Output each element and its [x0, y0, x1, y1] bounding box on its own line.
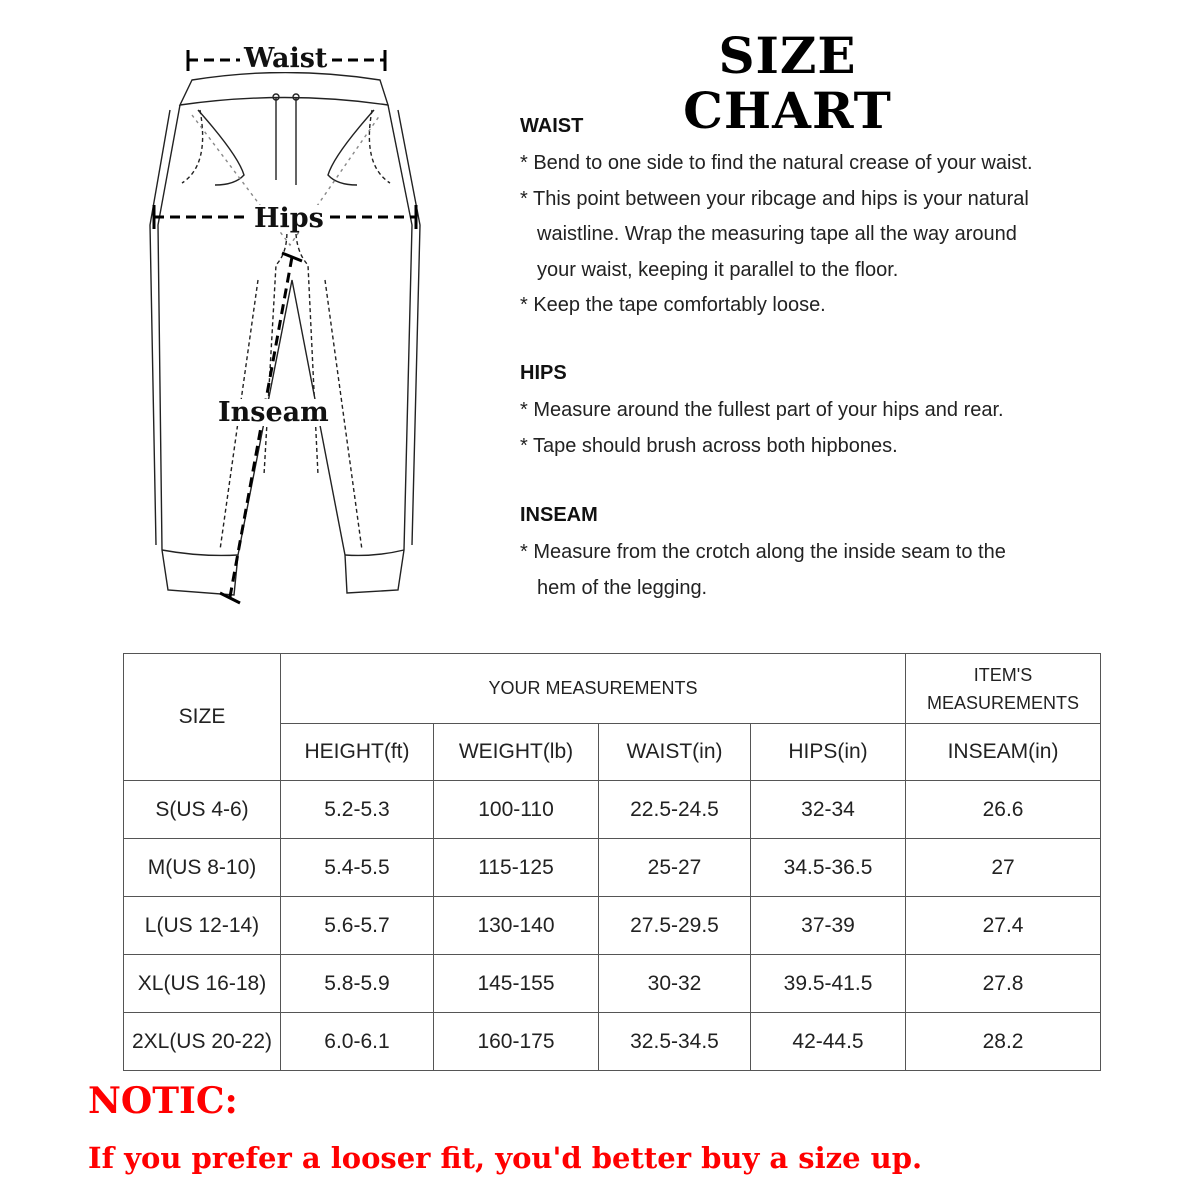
notice-title: NOTIC: [88, 1080, 238, 1122]
size-table [123, 653, 1101, 1071]
table-row [124, 781, 1101, 839]
table-header-row [124, 654, 1101, 724]
column-header: HEIGHT(ft) [281, 724, 434, 781]
size-cell: XL(US 16-18) [124, 955, 281, 1013]
inseam-heading: INSEAM [520, 504, 598, 526]
inseam-line: * Measure from the crotch along the inside seam to the [520, 541, 1006, 563]
waist-line: * This point between your ribcage and hips is your natural [520, 187, 1029, 210]
hips-line: * Tape should brush across both hipbones. [520, 434, 898, 457]
weight-cell: 130-140 [434, 897, 599, 955]
inseam-cell: 28.2 [906, 1013, 1101, 1071]
inseam-cell: 27.8 [906, 955, 1101, 1013]
inseam-cell: 27.4 [906, 897, 1101, 955]
inseam-cell: 26.6 [906, 781, 1101, 839]
inseam-cell: 27 [906, 839, 1101, 897]
hips-cell: 32-34 [751, 781, 906, 839]
items-measurements-line: MEASUREMENTS [927, 692, 1080, 713]
column-header: HIPS(in) [751, 724, 906, 781]
hips-cell: 34.5-36.5 [751, 839, 906, 897]
hips-label: Hips [250, 205, 328, 232]
table-row [124, 897, 1101, 955]
waist-cell: 22.5-24.5 [599, 781, 751, 839]
waist-line: your waist, keeping it parallel to the floor. [537, 258, 899, 281]
hips-cell: 39.5-41.5 [751, 955, 906, 1013]
height-cell: 5.6-5.7 [281, 897, 434, 955]
table-row [124, 955, 1101, 1013]
hips-cell: 42-44.5 [751, 1013, 906, 1071]
table-row [124, 1013, 1101, 1071]
height-cell: 5.8-5.9 [281, 955, 434, 1013]
size-cell: L(US 12-14) [124, 897, 281, 955]
waist-line: * Bend to one side to find the natural crease of your waist. [520, 152, 1033, 174]
size-cell: S(US 4-6) [124, 781, 281, 839]
waist-cell: 27.5-29.5 [599, 897, 751, 955]
waist-heading: WAIST [520, 115, 584, 137]
size-cell: 2XL(US 20-22) [124, 1013, 281, 1071]
height-cell: 6.0-6.1 [281, 1013, 434, 1071]
weight-cell: 100-110 [434, 781, 599, 839]
weight-cell: 160-175 [434, 1013, 599, 1071]
waist-cell: 32.5-34.5 [599, 1013, 751, 1071]
waist-line: waistline. Wrap the measuring tape all the way around [537, 223, 1017, 245]
pants-diagram [140, 35, 440, 620]
waist-cell: 30-32 [599, 955, 751, 1013]
waist-cell: 25-27 [599, 839, 751, 897]
pants-illustration [140, 35, 440, 620]
size-header: SIZE [124, 654, 281, 781]
column-header: INSEAM(in) [906, 724, 1101, 781]
waist-instructions [520, 114, 1080, 324]
column-header: WAIST(in) [599, 724, 751, 781]
column-header: WEIGHT(lb) [434, 724, 599, 781]
inseam-instructions [520, 503, 1080, 606]
waist-line: * Keep the tape comfortably loose. [520, 294, 826, 316]
hips-cell: 37-39 [751, 897, 906, 955]
table-row [124, 839, 1101, 897]
inseam-line: hem of the legging. [537, 576, 708, 599]
hips-heading: HIPS [520, 362, 567, 384]
your-measurements-header: YOUR MEASUREMENTS [281, 654, 906, 724]
items-measurements-header [906, 654, 1101, 724]
hips-line: * Measure around the fullest part of your hips and rear. [520, 399, 1004, 421]
hips-instructions [520, 361, 1080, 464]
inseam-label: Inseam [214, 399, 333, 426]
size-cell: M(US 8-10) [124, 839, 281, 897]
waist-label: Waist [240, 45, 331, 72]
height-cell: 5.4-5.5 [281, 839, 434, 897]
page-title: SIZE CHART [683, 26, 892, 140]
items-measurements-line: ITEM'S [973, 664, 1033, 685]
weight-cell: 115-125 [434, 839, 599, 897]
notice-text: If you prefer a looser fit, you'd better buy a size up. [88, 1141, 923, 1175]
height-cell: 5.2-5.3 [281, 781, 434, 839]
weight-cell: 145-155 [434, 955, 599, 1013]
